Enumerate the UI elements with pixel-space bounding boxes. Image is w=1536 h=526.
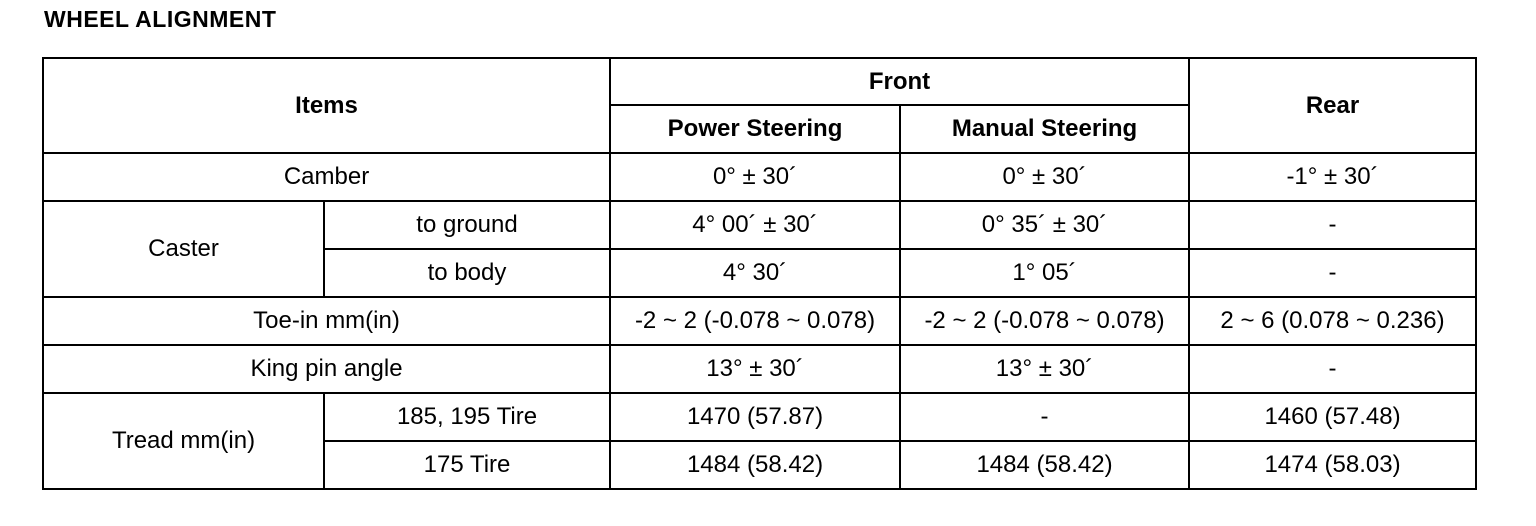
king-pin-rear: -: [1189, 345, 1476, 393]
camber-power: 0° ± 30´: [610, 153, 900, 201]
tread-175-label: 175 Tire: [324, 441, 610, 489]
king-pin-manual: 13° ± 30´: [900, 345, 1189, 393]
toe-in-manual: -2 ~ 2 (-0.078 ~ 0.078): [900, 297, 1189, 345]
caster-ground-rear: -: [1189, 201, 1476, 249]
caster-body-label: to body: [324, 249, 610, 297]
caster-body-power: 4° 30´: [610, 249, 900, 297]
tread-label: Tread mm(in): [43, 393, 324, 489]
tread-185-195-power: 1470 (57.87): [610, 393, 900, 441]
caster-body-rear: -: [1189, 249, 1476, 297]
toe-in-power: -2 ~ 2 (-0.078 ~ 0.078): [610, 297, 900, 345]
header-rear: Rear: [1189, 58, 1476, 153]
camber-label: Camber: [43, 153, 610, 201]
row-caster-ground: [43, 201, 1476, 249]
row-king-pin-angle: [43, 345, 1476, 393]
tread-175-rear: 1474 (58.03): [1189, 441, 1476, 489]
caster-ground-power: 4° 00´ ± 30´: [610, 201, 900, 249]
row-toe-in: [43, 297, 1476, 345]
wheel-alignment-table: [42, 57, 1477, 490]
caster-body-manual: 1° 05´: [900, 249, 1189, 297]
header-row-front: [43, 58, 1476, 105]
caster-label: Caster: [43, 201, 324, 297]
header-power-steering: Power Steering: [610, 105, 900, 153]
tread-185-195-rear: 1460 (57.48): [1189, 393, 1476, 441]
caster-ground-label: to ground: [324, 201, 610, 249]
header-front: Front: [610, 58, 1189, 105]
page-title: WHEEL ALIGNMENT: [44, 6, 277, 32]
tread-185-195-manual: -: [900, 393, 1189, 441]
tread-175-manual: 1484 (58.42): [900, 441, 1189, 489]
header-manual-steering: Manual Steering: [900, 105, 1189, 153]
header-items: Items: [43, 58, 610, 153]
camber-manual: 0° ± 30´: [900, 153, 1189, 201]
camber-rear: -1° ± 30´: [1189, 153, 1476, 201]
king-pin-label: King pin angle: [43, 345, 610, 393]
tread-185-195-label: 185, 195 Tire: [324, 393, 610, 441]
caster-ground-manual: 0° 35´ ± 30´: [900, 201, 1189, 249]
row-tread-185-195: [43, 393, 1476, 441]
row-camber: [43, 153, 1476, 201]
tread-175-power: 1484 (58.42): [610, 441, 900, 489]
toe-in-label: Toe-in mm(in): [43, 297, 610, 345]
toe-in-rear: 2 ~ 6 (0.078 ~ 0.236): [1189, 297, 1476, 345]
king-pin-power: 13° ± 30´: [610, 345, 900, 393]
